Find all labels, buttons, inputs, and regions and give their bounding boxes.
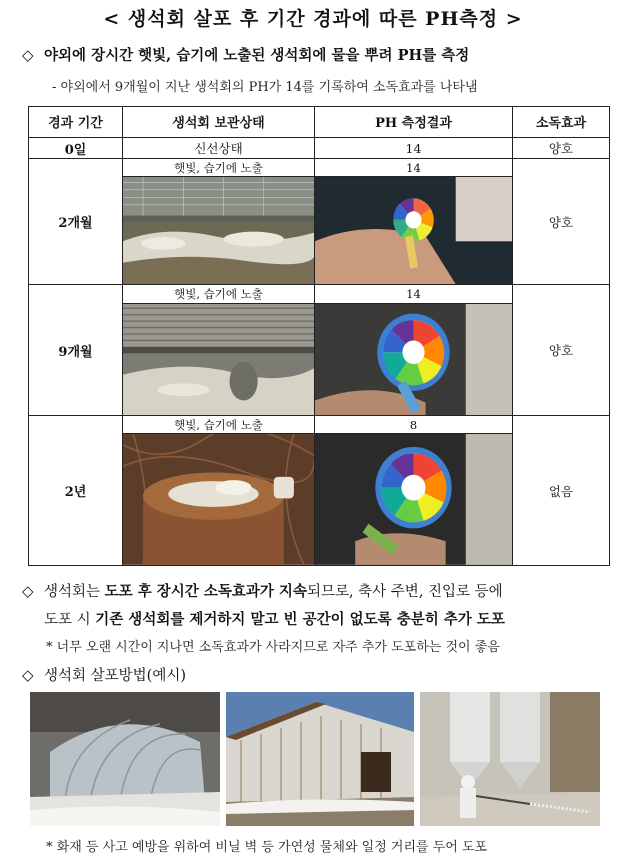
photo-cell	[315, 434, 513, 566]
period-cell: 9개월	[29, 285, 123, 416]
state-cell: 햇빛, 습기에 노출	[123, 159, 315, 177]
period-cell: 2개월	[29, 159, 123, 285]
diamond-bullet-icon: ◇	[22, 46, 34, 64]
effect-cell: 없음	[513, 416, 610, 566]
effect-cell: 양호	[513, 285, 610, 416]
barn-photo	[226, 692, 414, 826]
effect-cell: 양호	[513, 159, 610, 285]
section2-line2: 도포 시 기존 생석회를 제거하지 말고 빈 공간이 없도록 충분히 추가 도포	[44, 611, 505, 628]
header-state: 생석회 보관상태	[123, 107, 315, 138]
table-row	[29, 159, 610, 177]
photo-cell	[315, 177, 513, 285]
ph-cell: 14	[315, 137, 513, 158]
photo-cell	[123, 177, 315, 285]
footnote: * 화재 등 사고 예방을 위하여 비닐 벽 등 가연성 물체와 일정 거리를 두어 도포	[46, 840, 488, 855]
photo-cell	[123, 434, 315, 566]
effect-cell: 양호	[513, 137, 610, 158]
outdoor-lime-photo	[123, 177, 314, 284]
photo-cell	[315, 303, 513, 415]
table-row	[29, 416, 610, 434]
header-ph: PH 측정결과	[315, 107, 513, 138]
header-period: 경과 기간	[29, 107, 123, 138]
period-cell: 2년	[29, 416, 123, 566]
section1-note: - 야외에서 9개월이 지난 생석회의 PH가 14를 기록하여 소독효과를 나타냄	[52, 80, 478, 95]
section3-heading: ◇ 생석회 살포방법(예시)	[22, 666, 186, 684]
barrel-lime-photo	[123, 434, 314, 565]
header-effect: 소독효과	[513, 107, 610, 138]
shaded-lime-photo	[123, 304, 314, 415]
diamond-bullet-icon: ◇	[22, 582, 34, 600]
ph-strip-photo	[315, 177, 512, 284]
period-cell: 0일	[29, 137, 123, 158]
ph-cell: 8	[315, 416, 513, 434]
ph-chart-low-photo	[315, 434, 512, 565]
state-cell: 신선상태	[123, 137, 315, 158]
section2-note: * 너무 오랜 시간이 지나면 소독효과가 사라지므로 자주 추가 도포하는 것이 좋음	[46, 640, 500, 655]
table-header-row	[29, 107, 610, 138]
diamond-bullet-icon: ◇	[22, 666, 34, 684]
state-cell: 햇빛, 습기에 노출	[123, 416, 315, 434]
ph-cell: 14	[315, 285, 513, 303]
ph-table	[28, 106, 610, 566]
silo-spraying-photo	[420, 692, 600, 826]
photo-cell	[123, 303, 315, 415]
greenhouse-photo	[30, 692, 220, 826]
ph-cell: 14	[315, 159, 513, 177]
state-cell: 햇빛, 습기에 노출	[123, 285, 315, 303]
example-photos	[30, 692, 600, 826]
ph-chart-photo	[315, 304, 512, 415]
section1-heading: ◇ 야외에 장시간 햇빛, 습기에 노출된 생석회에 물을 뿌려 PH를 측정	[22, 46, 470, 64]
table-row	[29, 285, 610, 303]
page-title: < 생석회 살포 후 기간 경과에 따른 PH측정 >	[103, 8, 523, 30]
section2-line1: ◇ 생석회는 도포 후 장시간 소독효과가 지속되므로, 축사 주변, 진입로 등에	[22, 582, 503, 600]
table-row	[29, 137, 610, 158]
